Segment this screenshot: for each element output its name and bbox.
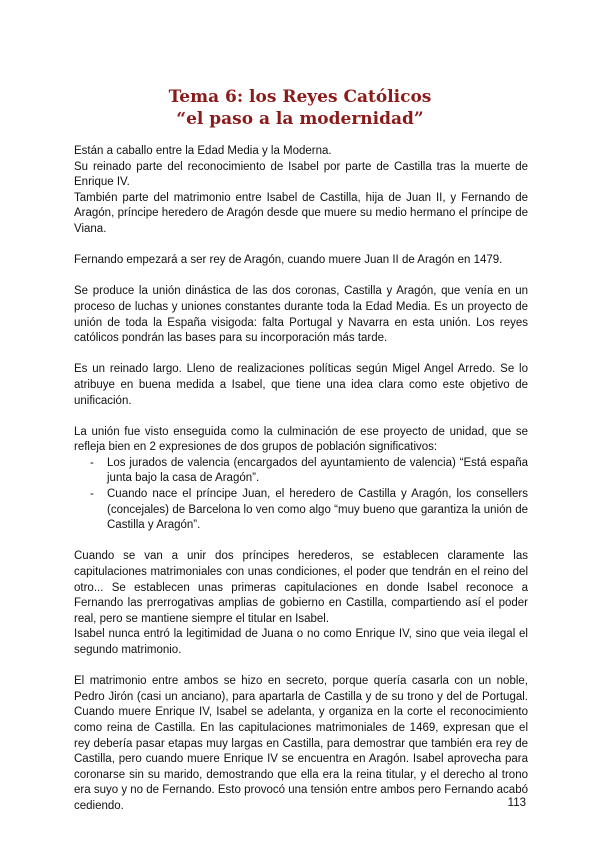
list-bullet: - bbox=[90, 456, 94, 469]
bullet-list bbox=[74, 456, 528, 534]
title-line-1: Tema 6: los Reyes Católicos bbox=[168, 87, 432, 107]
list-bullet: - bbox=[90, 488, 94, 501]
list-item-text: Cuando nace el príncipe Juan, el heredero de Castilla y Aragón, los consellers (concejales) de Barcelona lo ven como algo “muy bueno que garantiza la unión de Castilla y Aragón”. bbox=[107, 488, 528, 532]
page-title bbox=[0, 86, 600, 130]
paragraph: La unión fue visto enseguida como la culminación de ese proyecto de unidad, que se refleja bien en 2 expresiones de dos grupos de población significativos: bbox=[74, 425, 528, 454]
page-number: 113 bbox=[507, 797, 526, 809]
paragraph: También parte del matrimonio entre Isabel de Castilla, hija de Juan II, y Fernando de Aragón, príncipe heredero de Aragón desde que muere su medio hermano el príncipe de Viana. bbox=[74, 191, 528, 235]
paragraph: Es un reinado largo. Lleno de realizaciones políticas según Migel Angel Arredo. Se lo atribuye en buena medida a Isabel, que tiene una idea clara como este objetivo de unificación. bbox=[74, 363, 528, 407]
paragraph: Fernando empezará a ser rey de Aragón, cuando muere Juan II de Aragón en 1479. bbox=[74, 254, 503, 267]
paragraph: Isabel nunca entró la legitimidad de Juana o no como Enrique IV, sino que veia ilegal el segundo matrimonio. bbox=[74, 628, 528, 656]
list-item bbox=[74, 487, 528, 534]
title-line-2: “el paso a la modernidad” bbox=[176, 109, 424, 129]
paragraph: El matrimonio entre ambos se hizo en secreto, porque quería casarla con un noble, Pedro Jirón (casi un anciano), para apartarla de Castilla y de su trono y del de Portugal. Cuando muere Enrique IV, Isabel se adelanta, y organiza en la corte el reconocimiento como reina de Castilla. En las capitulaciones matrimoniales de 1469, expresan que el rey debería pasar etapas muy largas en Castilla, para demostrar que también era rey de Castilla, pero cuando muere Enrique IV se encuentra en Aragón. Isabel aprovecha para coronarse sin su marido, demostrando que ella era la reina titular, y el derecho al trono era suyo y no de Fernando. Esto provocó una tensión entre ambos pero Fernando acabó cediendo. bbox=[74, 675, 528, 812]
paragraph: Se produce la unión dinástica de las dos coronas, Castilla y Aragón, que venía en un proceso de luchas y uniones constantes durante toda la Edad Media. Es un proyecto de unión de toda la España visigoda: falta Portugal y Navarra en esta unión. Los reyes católicos pondrán las bases para su incorporación más tarde. bbox=[74, 285, 528, 345]
paragraph: Están a caballo entre la Edad Media y la Moderna. bbox=[74, 145, 332, 157]
list-item-text: Los jurados de valencia (encargados del ayuntamiento de valencia) “Está españa junta bajo la casa de Aragón”. bbox=[107, 456, 528, 485]
paragraph: Cuando se van a unir dos príncipes herederos, se establecen claramente las capitulaciones matrimoniales con unas condiciones, el poder que tendrán en el reino del otro... Se establecen unas primeras capitulaciones en donde Isabel reconoce a Fernando las prerrogativas amplias de gobierno en Castilla, compartiendo así el poder real, pero se mantiene siempre el titular en Isabel. bbox=[74, 550, 528, 625]
document-body bbox=[74, 144, 528, 815]
paragraph: Su reinado parte del reconocimiento de Isabel por parte de Castilla tras la muerte de Enrique IV. bbox=[74, 160, 528, 189]
list-item bbox=[74, 456, 528, 487]
